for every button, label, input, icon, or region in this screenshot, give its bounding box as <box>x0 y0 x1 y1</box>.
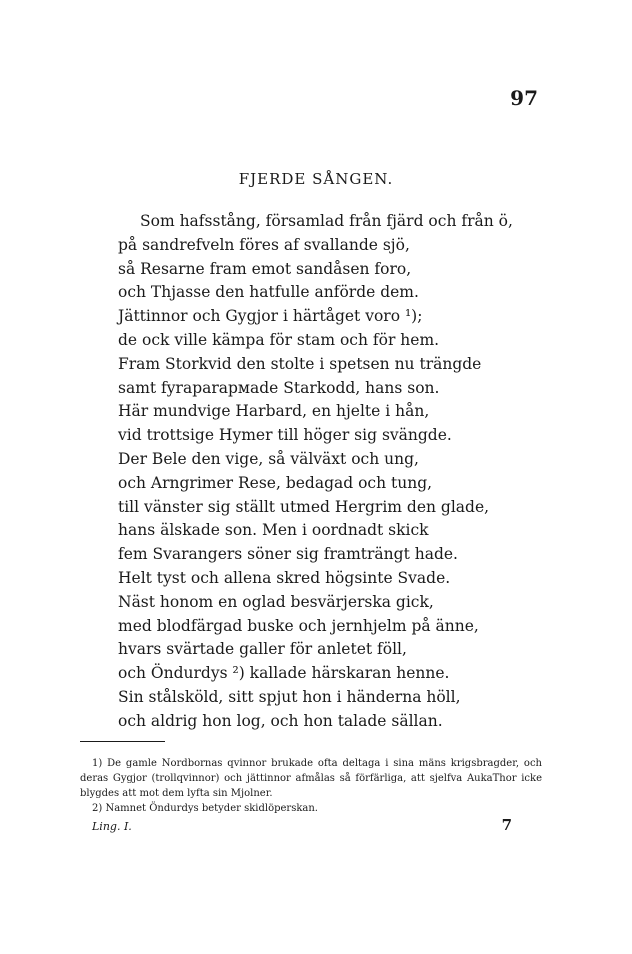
footnotes <box>80 756 542 816</box>
page-number: 97 <box>510 86 538 110</box>
footnote-1 <box>80 756 542 801</box>
poem-line: och Thjasse den hatfulle anförde dem. <box>118 283 419 302</box>
poem-line: de ock ville kämpa för stam och för hem. <box>118 330 440 349</box>
poem-line: hans älskade son. Men i oordnadt skick <box>118 521 429 540</box>
poem-line: Sin stålsköld, sitt spjut hon i händerna höll, <box>118 687 461 706</box>
page-footer <box>92 816 512 834</box>
footnote-2-text: 2) Namnet Öndurdys betyder skidlöperskan. <box>92 803 318 814</box>
poem-line: och Öndurdys ²) kallade härskaran henne. <box>118 664 450 683</box>
signature-mark: Ling. I. <box>92 820 132 833</box>
footnote-1-text: 1) De gamle Nordbornas qvinnor brukade ofta deltaga i sina mäns krigsbragder, och deras Gygjor (trollqvinnor) och jättinnor afmålas så förfärliga, att sjelfva AukaThor icke blygdes att mot dem lyfta sin Mjolner. <box>80 758 542 799</box>
poem-line: till vänster sig ställt utmed Hergrim den glade, <box>118 497 490 516</box>
poem-line: Der Bele den vige, så välväxt och ung, <box>118 449 419 468</box>
page-heading: FJERDE SÅNGEN. <box>238 170 394 188</box>
poem-line: Helt tyst och allena skred högsinte Svade. <box>118 568 451 587</box>
poem-line: fem Svarangers söner sig framträngt hade. <box>118 545 458 564</box>
footnote-rule <box>80 741 165 742</box>
poem-line: vid trottsige Hymer till höger sig svängde. <box>118 426 452 445</box>
poem-line: och aldrig hon log, och hon talade sällan. <box>118 711 443 730</box>
poem-line: så Resarne fram emot sandåsen foro, <box>118 259 412 278</box>
poem-line: Näst honom en oglad besvärjerska gick, <box>118 592 434 611</box>
poem-line: samt fyraparармade Starkodd, hans son. <box>118 378 440 397</box>
poem-line: Jättinnor och Gygjor i härtåget voro ¹); <box>118 307 423 326</box>
poem-line: och Arngrimer Rese, bedagad och tung, <box>118 473 433 492</box>
poem-line: Fram Storkvid den stolte i spetsen nu trängde <box>118 354 482 373</box>
poem <box>118 210 538 734</box>
poem-line: Som hafsstång, församlad från fjärd och från ö, <box>140 212 513 230</box>
poem-line: med blodfärgad buske och jernhjelm på änne, <box>118 616 479 635</box>
footnote-2 <box>80 801 542 816</box>
poem-line: på sandrefveln föres af svallande sjö, <box>118 235 410 254</box>
sheet-number: 7 <box>501 816 512 834</box>
poem-line: Här mundvige Harbard, en hjelte i hån, <box>118 402 430 421</box>
poem-line: hvars svärtade galler för anletet föll, <box>118 640 407 659</box>
